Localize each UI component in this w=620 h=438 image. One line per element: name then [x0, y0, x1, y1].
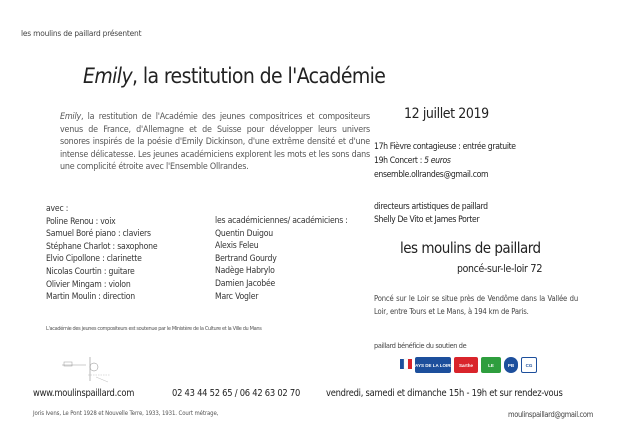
intro-paragraph [60, 111, 370, 174]
performers-list [46, 203, 157, 304]
title-emphasis: Emily [83, 64, 133, 88]
presenter-line: les moulins de paillard présentent [21, 28, 142, 38]
venue-name: les moulins de paillard [400, 239, 541, 257]
venue-sketch-icon [60, 355, 112, 383]
academician-item: Alexis Feleu [215, 241, 259, 252]
performer-item: Samuel Boré piano : claviers [46, 229, 151, 240]
academician-item: Damien Jacobée [215, 278, 276, 289]
sponsor-logo-cg: CG [521, 357, 537, 373]
concert-price: 5 euros [424, 156, 451, 166]
performer-item: Nicolas Courtin : guitare [46, 266, 135, 277]
academicians-list [215, 215, 348, 303]
opening-hours: vendredi, samedi et dimanche 15h - 19h et sur rendez-vous [326, 388, 563, 399]
performer-item: Poline Renou : voix [46, 216, 116, 227]
intro-emphasis: Emily [60, 112, 81, 122]
support-note: L'académie des jeunes compositeurs est soutenue par le Ministère de la Culture et la Ville du Mans [46, 326, 262, 332]
ensemble-email[interactable]: ensemble.ollrandes@gmail.com [374, 170, 489, 180]
sponsor-logo-pb: PB [504, 357, 518, 373]
event-line-2 [374, 155, 451, 167]
academician-item: Marc Vogler [215, 291, 259, 302]
academician-item: Bertrand Gourdy [215, 253, 277, 264]
intro-text: , la restitution de l'Académie des jeunes compositrices et compositeurs venus de France, d'Allemagne et de Suisse pour développer leurs univers sonores inspirés de la poésie d'Emily Dickinson, d'une extrême densité et d'une intense délicatesse. Les jeunes académiciens explorent les mots et les sons dans une complicité étroite avec l'Ensemble Ollrandes. [60, 112, 370, 173]
region-logo: PAYS DE LA LOIRE [415, 357, 451, 373]
performer-item: Olivier Mingam : violon [46, 279, 131, 290]
venue-town-line [457, 262, 542, 275]
event-date: 12 juillet 2019 [404, 106, 489, 122]
sponsors-label: paillard bénéficie du soutien de [374, 341, 467, 350]
academician-item: Nadège Habrylo [215, 266, 275, 277]
film-note: Joris Ivens, Le Pont 1928 et Nouvelle Terre, 1933, 1931. Court métrage, [33, 410, 219, 417]
performer-item: Martin Moulin : direction [46, 292, 135, 303]
academicians-heading: les académiciennes/ académiciens : [215, 216, 348, 226]
page-title [83, 64, 385, 88]
sponsor-logo-le: LE [481, 357, 501, 373]
event-line-1: 17h Fièvre contagieuse : entrée gratuite [374, 142, 516, 152]
concert-label: 19h Concert : [374, 156, 425, 166]
sarthe-logo: Sarthe [454, 357, 478, 373]
contact-email[interactable]: moulinspaillard@gmail.com [508, 410, 593, 419]
directors-names: Shelly De Vito et James Porter [374, 215, 480, 225]
ministry-flag-icon [400, 357, 412, 373]
phone-numbers: 02 43 44 52 65 / 06 42 63 02 70 [172, 388, 301, 399]
directors-label: directeurs artistiques de paillard [374, 202, 488, 212]
website-link[interactable]: www.moulinspaillard.com [33, 388, 135, 399]
venue-town: poncé-sur-le-loir [457, 263, 528, 275]
sponsor-logos [400, 357, 537, 373]
location-note: Poncé sur le Loir se situe près de Vendôme dans la Vallée du Loir, entre Tours et Le Mans, à 194 km de Paris. [374, 294, 578, 316]
title-rest: , la restitution de l'Académie [132, 64, 386, 88]
performer-item: Stéphane Charlot : saxophone [46, 241, 158, 252]
performer-item: Elvio Cipollone : clarinette [46, 254, 142, 265]
venue-dept: 72 [530, 262, 543, 275]
academician-item: Quentin Duigou [215, 228, 273, 239]
performers-heading: avec : [46, 204, 69, 214]
